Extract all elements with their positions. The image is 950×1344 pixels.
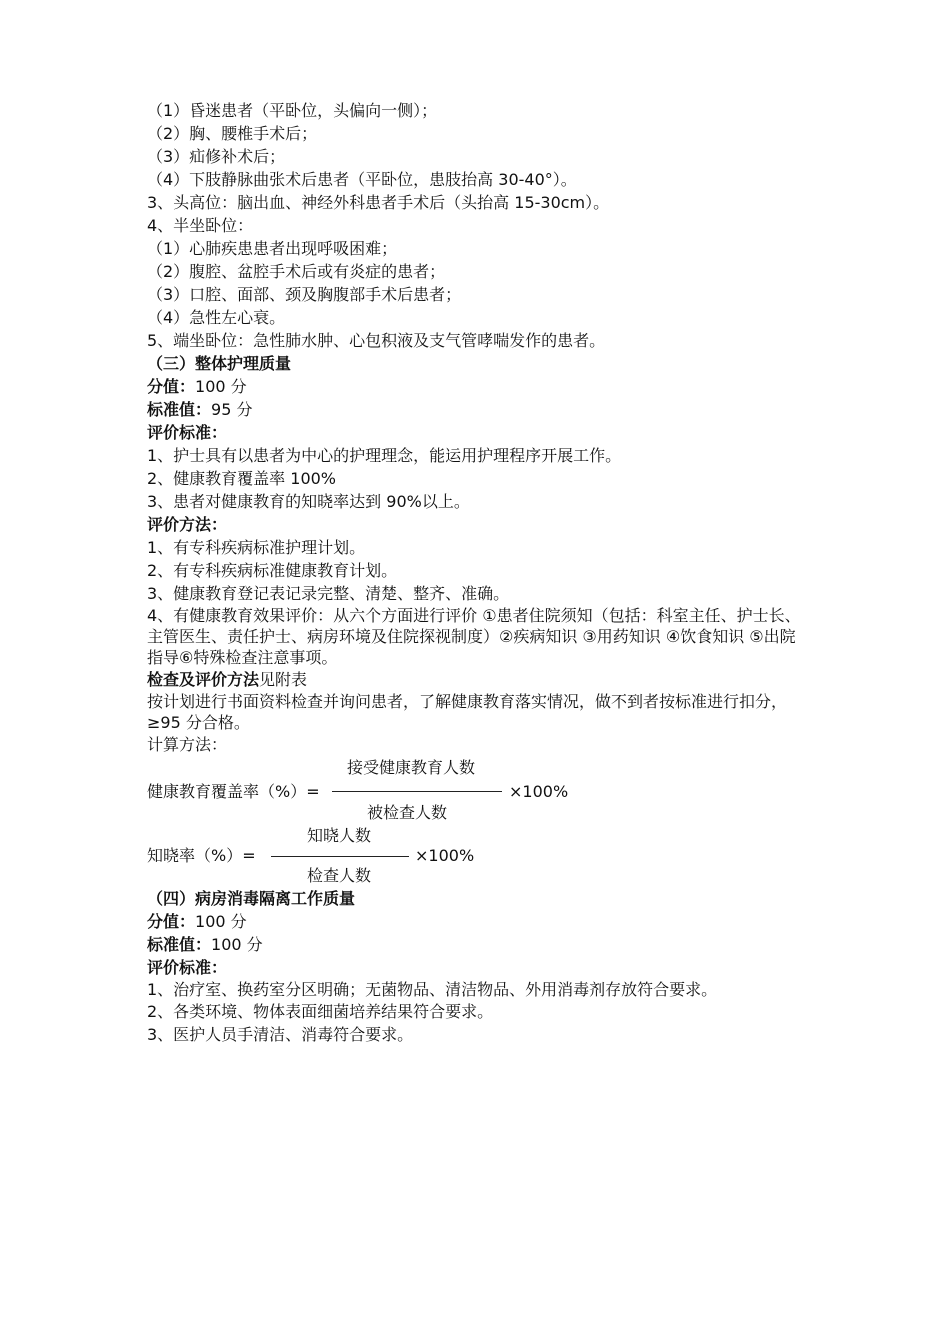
check-heading-rest: 见附表	[259, 670, 308, 689]
text-line: （4）急性左心衰。	[147, 308, 286, 327]
fraction-bar	[332, 791, 502, 792]
text-line: （4）下肢静脉曲张术后患者（平卧位，患肢抬高 30-40°）。	[147, 170, 577, 189]
standard-line	[147, 398, 807, 421]
score-value: 100 分	[195, 912, 247, 931]
formula-lhs: 健康教育覆盖率（%）=	[147, 782, 320, 801]
standard-line	[147, 933, 807, 956]
standard-value: 95 分	[211, 400, 253, 419]
section-title-4: （四）病房消毒隔离工作质量	[147, 889, 356, 908]
text-line: （1）昏迷患者（平卧位，头偏向一侧）；	[147, 101, 438, 120]
text-line: （3）疝修补术后；	[147, 147, 286, 166]
text-line: （3）口腔、面部、颈及胸腹部手术后患者；	[147, 285, 462, 304]
formula-numerator: 知晓人数	[307, 826, 372, 845]
formula-multiplier: ×100%	[415, 846, 475, 865]
method-item: 1、有专科疾病标准护理计划。	[147, 538, 366, 557]
score-label: 分值：	[147, 912, 196, 931]
criteria-label: 评价标准：	[147, 423, 228, 442]
fraction-bar	[271, 856, 409, 857]
text-line: （2）腹腔、盆腔手术后或有炎症的患者；	[147, 262, 446, 281]
formula-numerator: 接受健康教育人数	[347, 758, 476, 777]
criteria-item: 2、健康教育覆盖率 100%	[147, 469, 337, 488]
document-body	[147, 99, 807, 1046]
criteria-item: 2、各类环境、物体表面细菌培养结果符合要求。	[147, 1002, 494, 1021]
text-line: （1）心肺疾患患者出现呼吸困难；	[147, 239, 398, 258]
check-heading	[147, 668, 807, 691]
criteria-item: 3、患者对健康教育的知晓率达到 90%以上。	[147, 492, 470, 511]
check-heading-bold: 检查及评价方法	[147, 670, 260, 689]
standard-label: 标准值：	[147, 935, 212, 954]
formula-multiplier: ×100%	[509, 782, 569, 801]
calc-label: 计算方法：	[147, 735, 228, 754]
criteria-item: 1、护士具有以患者为中心的护理理念，能运用护理程序开展工作。	[147, 446, 622, 465]
method-item: 3、健康教育登记表记录完整、清楚、整齐、准确。	[147, 584, 510, 603]
check-text: 按计划进行书面资料检查并询问患者，了解健康教育落实情况，做不到者按标准进行扣分，≥95 分合格。	[147, 692, 788, 732]
standard-label: 标准值：	[147, 400, 212, 419]
criteria-item: 3、医护人员手清洁、消毒符合要求。	[147, 1025, 414, 1044]
method-item: 2、有专科疾病标准健康教育计划。	[147, 561, 398, 580]
section-title-3: （三）整体护理质量	[147, 354, 292, 373]
criteria-label: 评价标准：	[147, 958, 228, 977]
method-item-4: 4、有健康教育效果评价：从六个方面进行评价 ①患者住院须知（包括：科室主任、护士长、主管医生、责任护士、病房环境及住院探视制度）②疾病知识 ③用药知识 ④饮食知识 ⑤出院指导⑥特殊检查注意事项。	[147, 606, 801, 667]
formula-denominator: 被检查人数	[367, 803, 448, 822]
text-line: 5、端坐卧位：急性肺水肿、心包积液及支气管哮喘发作的患者。	[147, 331, 606, 350]
criteria-item: 1、治疗室、换药室分区明确；无菌物品、清洁物品、外用消毒剂存放符合要求。	[147, 980, 718, 999]
method-label: 评价方法：	[147, 515, 228, 534]
score-value: 100 分	[195, 377, 247, 396]
standard-value: 100 分	[211, 935, 263, 954]
score-line	[147, 910, 807, 933]
text-line: 3、头高位：脑出血、神经外科患者手术后（头抬高 15-30cm）。	[147, 193, 610, 212]
score-line	[147, 375, 807, 398]
formula-coverage	[147, 756, 807, 824]
formula-denominator: 检查人数	[307, 866, 372, 885]
text-line: （2）胸、腰椎手术后；	[147, 124, 318, 143]
formula-awareness	[147, 824, 807, 887]
score-label: 分值：	[147, 377, 196, 396]
formula-lhs: 知晓率（%）=	[147, 846, 256, 865]
text-line: 4、半坐卧位：	[147, 216, 254, 235]
